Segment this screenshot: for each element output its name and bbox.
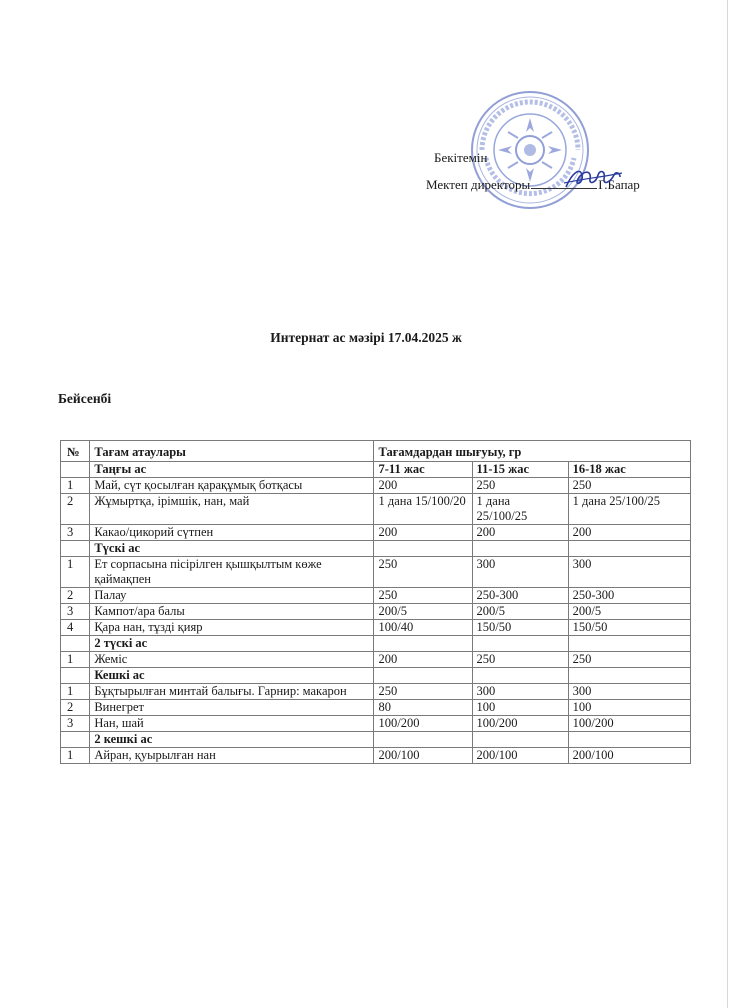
col-yield-header: Тағамдардан шығуыу, гр xyxy=(374,441,691,462)
item-num: 1 xyxy=(61,652,90,668)
age-group-header: 16-18 жас xyxy=(568,462,690,478)
portion-16-18: 300 xyxy=(568,684,690,700)
meal-header-row xyxy=(61,636,691,652)
portion-7-11: 100/200 xyxy=(374,716,472,732)
weekday-label: Бейсенбі xyxy=(58,391,112,406)
dish-name: Винегрет xyxy=(90,700,374,716)
table-row xyxy=(61,604,691,620)
portion-11-15: 300 xyxy=(472,557,568,588)
portion-11-15: 200 xyxy=(472,525,568,541)
meal-name: Таңғы ас xyxy=(90,462,374,478)
director-label: Мектеп директоры xyxy=(426,177,531,192)
item-num: 2 xyxy=(61,700,90,716)
empty-cell xyxy=(472,732,568,748)
dish-name: Кампот/ара балы xyxy=(90,604,374,620)
portion-16-18: 200 xyxy=(568,525,690,541)
meal-header-row xyxy=(61,541,691,557)
item-num: 1 xyxy=(61,478,90,494)
portion-16-18: 100/200 xyxy=(568,716,690,732)
portion-7-11: 200/100 xyxy=(374,748,472,764)
dish-name: Қара нан, тұзді қияр xyxy=(90,620,374,636)
meal-num-cell xyxy=(61,462,90,478)
dish-name: Нан, шай xyxy=(90,716,374,732)
empty-cell xyxy=(374,541,472,557)
portion-11-15: 1 дана 25/100/25 xyxy=(472,494,568,525)
portion-16-18: 250 xyxy=(568,478,690,494)
meal-header-row xyxy=(61,668,691,684)
table-row xyxy=(61,620,691,636)
age-group-header: 7-11 жас xyxy=(374,462,472,478)
portion-16-18: 200/100 xyxy=(568,748,690,764)
dish-name: Айран, қуырылған нан xyxy=(90,748,374,764)
dish-name: Бұқтырылған минтай балығы. Гарнир: макарон xyxy=(90,684,374,700)
page-edge-line xyxy=(727,0,728,1008)
empty-cell xyxy=(472,668,568,684)
portion-16-18: 150/50 xyxy=(568,620,690,636)
empty-cell xyxy=(472,636,568,652)
portion-7-11: 200 xyxy=(374,525,472,541)
table-row xyxy=(61,748,691,764)
meal-num-cell xyxy=(61,636,90,652)
director-name: Г.Бапар xyxy=(598,177,640,192)
table-row xyxy=(61,478,691,494)
table-row xyxy=(61,588,691,604)
empty-cell xyxy=(374,732,472,748)
portion-11-15: 200/100 xyxy=(472,748,568,764)
empty-cell xyxy=(472,541,568,557)
menu-table-body xyxy=(61,462,691,764)
item-num: 2 xyxy=(61,494,90,525)
col-num-header: № xyxy=(61,441,90,462)
table-header-row xyxy=(61,441,691,462)
age-group-header: 11-15 жас xyxy=(472,462,568,478)
meal-num-cell xyxy=(61,668,90,684)
portion-16-18: 100 xyxy=(568,700,690,716)
meal-name: Кешкі ас xyxy=(90,668,374,684)
handwritten-signature xyxy=(562,163,624,193)
portion-7-11: 250 xyxy=(374,557,472,588)
portion-11-15: 100/200 xyxy=(472,716,568,732)
dish-name: Жұмыртқа, ірімшік, нан, май xyxy=(90,494,374,525)
portion-7-11: 250 xyxy=(374,684,472,700)
empty-cell xyxy=(568,541,690,557)
portion-7-11: 200 xyxy=(374,478,472,494)
portion-11-15: 250 xyxy=(472,652,568,668)
portion-11-15: 100 xyxy=(472,700,568,716)
dish-name: Жеміс xyxy=(90,652,374,668)
portion-11-15: 250-300 xyxy=(472,588,568,604)
menu-table xyxy=(60,440,691,764)
empty-cell xyxy=(568,636,690,652)
portion-7-11: 1 дана 15/100/20 xyxy=(374,494,472,525)
meal-name: 2 кешкі ас xyxy=(90,732,374,748)
table-row xyxy=(61,525,691,541)
empty-cell xyxy=(374,668,472,684)
table-row xyxy=(61,652,691,668)
approval-label: Бекітемін xyxy=(434,150,488,165)
table-row xyxy=(61,684,691,700)
table-row xyxy=(61,716,691,732)
portion-11-15: 250 xyxy=(472,478,568,494)
item-num: 1 xyxy=(61,748,90,764)
meal-name: Түскі ас xyxy=(90,541,374,557)
dish-name: Какао/цикорий сүтпен xyxy=(90,525,374,541)
portion-7-11: 200 xyxy=(374,652,472,668)
meal-name: 2 түскі ас xyxy=(90,636,374,652)
portion-7-11: 250 xyxy=(374,588,472,604)
item-num: 3 xyxy=(61,604,90,620)
empty-cell xyxy=(568,732,690,748)
item-num: 1 xyxy=(61,684,90,700)
meal-num-cell xyxy=(61,732,90,748)
portion-7-11: 100/40 xyxy=(374,620,472,636)
item-num: 3 xyxy=(61,525,90,541)
portion-7-11: 80 xyxy=(374,700,472,716)
item-num: 1 xyxy=(61,557,90,588)
item-num: 2 xyxy=(61,588,90,604)
table-row xyxy=(61,700,691,716)
meal-num-cell xyxy=(61,541,90,557)
dish-name: Палау xyxy=(90,588,374,604)
table-row xyxy=(61,494,691,525)
table-row xyxy=(61,557,691,588)
col-name-header: Тағам атаулары xyxy=(90,441,374,462)
empty-cell xyxy=(374,636,472,652)
page-title: Интернат ас мәзірі 17.04.2025 ж xyxy=(270,330,462,345)
item-num: 4 xyxy=(61,620,90,636)
dish-name: Ет сорпасына пісірілген қышқылтым көже қаймақпен xyxy=(90,557,374,588)
portion-16-18: 250-300 xyxy=(568,588,690,604)
portion-16-18: 250 xyxy=(568,652,690,668)
portion-7-11: 200/5 xyxy=(374,604,472,620)
dish-name: Май, сүт қосылған қарақұмық ботқасы xyxy=(90,478,374,494)
portion-16-18: 200/5 xyxy=(568,604,690,620)
portion-11-15: 200/5 xyxy=(472,604,568,620)
meal-header-row xyxy=(61,732,691,748)
item-num: 3 xyxy=(61,716,90,732)
portion-11-15: 300 xyxy=(472,684,568,700)
portion-16-18: 1 дана 25/100/25 xyxy=(568,494,690,525)
empty-cell xyxy=(568,668,690,684)
meal-header-row xyxy=(61,462,691,478)
portion-16-18: 300 xyxy=(568,557,690,588)
portion-11-15: 150/50 xyxy=(472,620,568,636)
